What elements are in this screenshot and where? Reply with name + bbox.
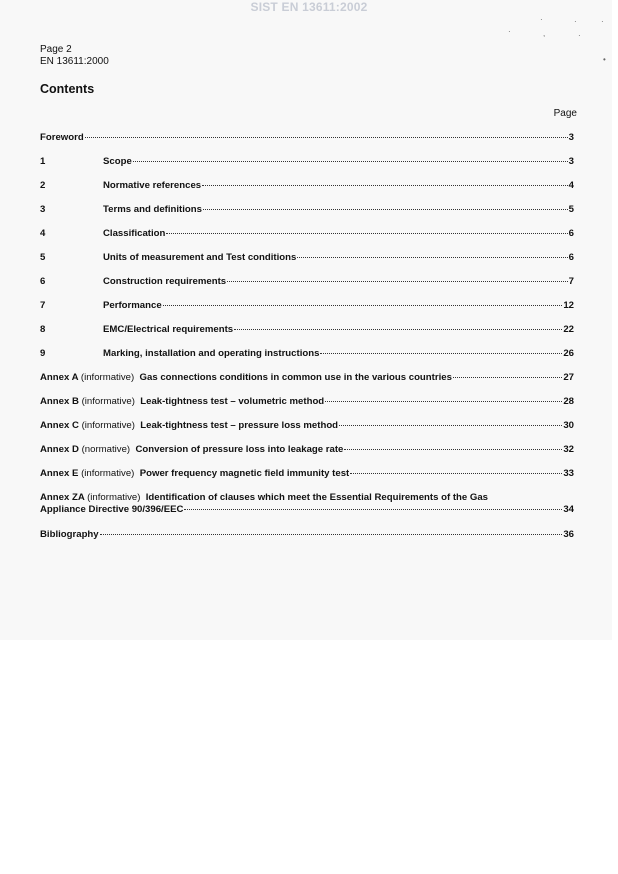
scan-speckle: · xyxy=(540,15,543,24)
toc-entry-clause[interactable] xyxy=(40,348,574,372)
toc-entry-annex-a[interactable] xyxy=(40,372,574,396)
toc-entry-bibliography[interactable] xyxy=(40,529,574,553)
dot-leader xyxy=(344,449,562,450)
toc-clause-number: 5 xyxy=(40,252,46,263)
toc-page: 7 xyxy=(568,276,574,287)
toc-page: 27 xyxy=(563,372,574,383)
toc-title: Scope xyxy=(103,156,132,167)
toc-title: EMC/Electrical requirements xyxy=(103,324,234,335)
watermark: SIST EN 13611:2002 xyxy=(250,0,368,14)
toc-clause-number: 6 xyxy=(40,276,46,287)
annex-status: (informative) xyxy=(87,492,141,503)
page-label: Page 2 xyxy=(40,44,72,55)
toc-page: 36 xyxy=(563,529,574,540)
toc-entry-clause[interactable] xyxy=(40,324,574,348)
toc-title: Performance xyxy=(103,300,162,311)
toc-title: Leak-tightness test – volumetric method xyxy=(140,396,325,407)
annex-label: Annex E xyxy=(40,468,79,479)
dot-leader xyxy=(202,185,568,186)
toc-title: Bibliography xyxy=(40,529,99,540)
annex-status: (normative) xyxy=(81,444,131,455)
toc-entry-annex-c[interactable] xyxy=(40,420,574,444)
table-of-contents xyxy=(40,132,574,553)
toc-clause-number: 1 xyxy=(40,156,46,167)
toc-page: 26 xyxy=(563,348,574,359)
annex-label: Annex ZA xyxy=(40,492,85,503)
dot-leader xyxy=(320,353,562,354)
annex-status: (informative) xyxy=(81,468,135,479)
toc-page: 30 xyxy=(563,420,574,431)
toc-entry-clause[interactable] xyxy=(40,300,574,324)
toc-clause-number: 3 xyxy=(40,204,46,215)
toc-clause-number: 8 xyxy=(40,324,46,335)
toc-title: Foreword xyxy=(40,132,84,143)
toc-entry-annex-d[interactable] xyxy=(40,444,574,468)
toc-entry-clause[interactable] xyxy=(40,252,574,276)
dot-leader xyxy=(234,329,562,330)
dot-leader xyxy=(350,473,562,474)
toc-page: 4 xyxy=(568,180,574,191)
dot-leader xyxy=(297,257,567,258)
toc-entry-clause[interactable] xyxy=(40,180,574,204)
dot-leader xyxy=(227,281,568,282)
dot-leader xyxy=(203,209,568,210)
scan-speckle: · xyxy=(574,17,577,26)
standard-ref: EN 13611:2000 xyxy=(40,56,109,67)
annex-status: (informative) xyxy=(81,420,135,431)
toc-entry-annex-e[interactable] xyxy=(40,468,574,492)
toc-title: Power frequency magnetic field immunity test xyxy=(139,468,350,479)
toc-page: 32 xyxy=(563,444,574,455)
dot-leader xyxy=(133,161,568,162)
dot-leader xyxy=(339,425,562,426)
toc-entry-foreword[interactable] xyxy=(40,132,574,156)
toc-page: 6 xyxy=(568,228,574,239)
annex-label: Annex C xyxy=(40,420,79,431)
toc-title-line1: Identification of clauses which meet the Essential Requirements of the Gas xyxy=(145,492,489,503)
scan-speckle: · xyxy=(508,27,511,36)
toc-clause-number: 4 xyxy=(40,228,46,239)
toc-entry-clause[interactable] xyxy=(40,228,574,252)
toc-clause-number: 2 xyxy=(40,180,46,191)
toc-title: Normative references xyxy=(103,180,202,191)
dot-leader xyxy=(325,401,562,402)
scan-speckle: , xyxy=(543,29,546,38)
scan-speckle: · xyxy=(601,17,604,26)
dot-leader xyxy=(453,377,562,378)
annex-label: Annex A xyxy=(40,372,79,383)
annex-label: Annex B xyxy=(40,396,79,407)
toc-page: 12 xyxy=(563,300,574,311)
toc-title: Construction requirements xyxy=(103,276,227,287)
toc-page: 33 xyxy=(563,468,574,479)
toc-title: Leak-tightness test – pressure loss method xyxy=(140,420,339,431)
toc-page: 28 xyxy=(563,396,574,407)
scan-speckle: • xyxy=(603,55,606,64)
annex-status: (informative) xyxy=(81,396,135,407)
page-column-label: Page xyxy=(553,108,577,119)
toc-entry-annex-za[interactable] xyxy=(40,492,574,516)
contents-title: Contents xyxy=(40,82,95,96)
toc-title: Conversion of pressure loss into leakage rate xyxy=(135,444,344,455)
scan-speckle: · xyxy=(578,31,581,40)
toc-title: Gas connections conditions in common use in the various countries xyxy=(139,372,452,383)
annex-status: (informative) xyxy=(80,372,135,383)
dot-leader xyxy=(100,534,563,535)
toc-title: Marking, installation and operating instructions xyxy=(103,348,320,359)
toc-title: Terms and definitions xyxy=(103,204,202,215)
toc-page: 6 xyxy=(568,252,574,263)
toc-title: Units of measurement and Test conditions xyxy=(103,252,297,263)
annex-label: Annex D xyxy=(40,444,79,455)
toc-page: 3 xyxy=(568,156,574,167)
toc-entry-clause[interactable] xyxy=(40,204,574,228)
toc-clause-number: 9 xyxy=(40,348,46,359)
toc-page: 3 xyxy=(568,132,574,143)
page-header xyxy=(40,44,109,68)
toc-page: 34 xyxy=(563,504,574,515)
toc-entry-annex-b[interactable] xyxy=(40,396,574,420)
dot-leader xyxy=(184,509,562,510)
toc-entry-clause[interactable] xyxy=(40,276,574,300)
dot-leader xyxy=(163,305,563,306)
toc-page: 5 xyxy=(568,204,574,215)
dot-leader xyxy=(166,233,567,234)
toc-clause-number: 7 xyxy=(40,300,46,311)
toc-entry-clause[interactable] xyxy=(40,156,574,180)
toc-title-line2: Appliance Directive 90/396/EEC xyxy=(40,504,184,515)
toc-page: 22 xyxy=(563,324,574,335)
dot-leader xyxy=(85,137,568,138)
toc-title: Classification xyxy=(103,228,166,239)
